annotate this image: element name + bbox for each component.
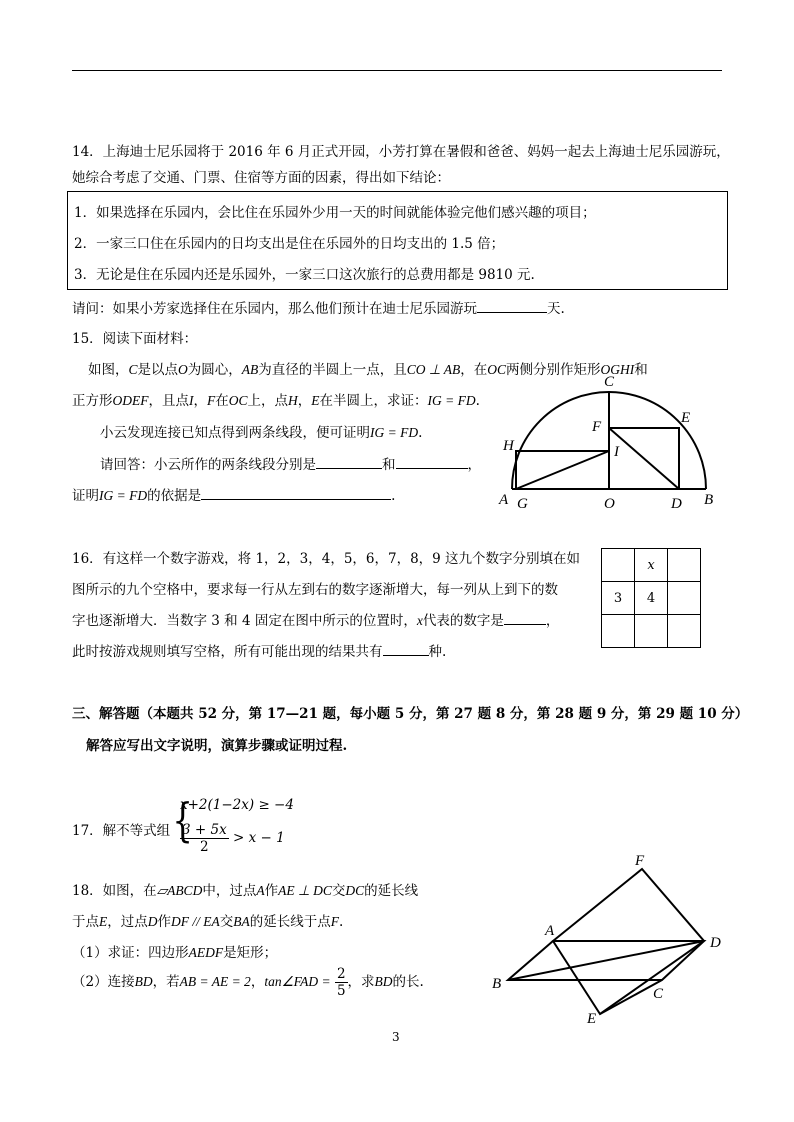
grid-cell — [668, 582, 701, 615]
q17-inequality-1: x+2(1−2x) ≥ −4 — [180, 797, 294, 813]
q14-question — [72, 297, 565, 317]
q16-blank-1[interactable] — [504, 610, 546, 625]
q15-title: 15．阅读下面材料： — [72, 331, 198, 347]
header-rule — [72, 70, 722, 71]
fig18-label-F: F — [635, 853, 645, 869]
q16-blank-2[interactable] — [383, 641, 429, 656]
grid-cell — [668, 615, 701, 648]
q14-conclusion-2: 2．一家三口住在乐园内的日均支出是住在乐园外的日均支出的 1.5 倍； — [74, 236, 505, 252]
q15-para3: 小云发现连接已知点得到两条线段，便可证明IG = FD. — [100, 425, 423, 441]
q15-para5: 证明IG = FD的依据是 . — [72, 484, 395, 504]
q15-blank-1[interactable] — [316, 454, 382, 469]
q15-para2: 正方形ODEF，且点I，F在OC上，点H，E在半圆上，求证：IG = FD. — [72, 393, 480, 409]
q14-conclusion-1: 1．如果选择在乐园内，会比住在乐园外少用一天的时间就能体验完他们感兴趣的项目； — [74, 205, 596, 221]
segment-GI — [516, 451, 609, 489]
grid-cell-x: x — [635, 549, 668, 582]
fig15-label-A: A — [499, 492, 509, 508]
q17-brace: { — [172, 793, 193, 847]
section3-subtitle: 解答应写出文字说明，演算步骤或证明过程. — [86, 738, 348, 754]
q16-line1: 16．有这样一个数字游戏，将 1，2，3，4，5，6，7，8，9 这九个数字分别填在如 — [72, 551, 581, 567]
page-number: 3 — [392, 1030, 400, 1044]
fig15-label-G: G — [517, 496, 528, 512]
grid-cell — [668, 549, 701, 582]
q15-blank-3[interactable] — [201, 485, 391, 500]
fig15-label-H: H — [503, 438, 514, 454]
q18-fraction: $\frac{2}{5}$ — [336, 966, 346, 999]
q14-line2: 她综合考虑了交通、门票、住宿等方面的因素，得出如下结论： — [72, 170, 450, 186]
grid-cell — [602, 615, 635, 648]
q18-part2: （2）连接BD，若AB = AE = 2，tan∠FAD = $\frac{2}{5}$ ，求BD的长. — [72, 966, 424, 999]
fig15-label-C: C — [604, 374, 615, 390]
q16-line2: 图所示的九个空格中，要求每一行从左到右的数字逐渐增大，每一列从上到下的数 — [72, 582, 558, 598]
fig15-label-E: E — [681, 410, 691, 426]
q16-line4: 此时按游戏规则填写空格，所有可能出现的结果共有 种. — [72, 640, 446, 660]
q17-label: 17．解不等式组 — [72, 823, 171, 839]
q14-question-text: 请问：如果小芳家选择住在乐园内，那么他们预计在迪士尼乐园游玩 — [72, 301, 477, 317]
segment-FD — [609, 428, 679, 489]
q14-answer-blank[interactable] — [477, 298, 547, 313]
fig15-label-B: B — [704, 492, 714, 508]
fig18-label-C: C — [653, 986, 664, 1002]
fig15-label-I: I — [614, 444, 619, 460]
fig15-label-F: F — [592, 419, 602, 435]
q14-question-end: 天. — [547, 301, 565, 317]
q17-fraction: $\frac{3 + 5x}{2}$ — [182, 822, 227, 855]
fig15-label-O: O — [604, 496, 615, 512]
q18-line1: 18．如图，在▱ABCD中，过点A作AE ⊥ DC交DC的延长线 — [72, 883, 419, 899]
grid-cell-3: 3 — [602, 582, 635, 615]
fig18-label-D: D — [710, 935, 721, 951]
grid-cell-4: 4 — [635, 582, 668, 615]
section3-title: 三、解答题（本题共 52 分，第 17—21 题，每小题 5 分，第 27 题 8 分，第 28 题 9 分，第 29 题 10 分） — [72, 706, 749, 722]
fig18-label-A: A — [545, 923, 555, 939]
fig18-label-E: E — [587, 1011, 597, 1027]
q18-line2: 于点E，过点D作DF // EA交BA的延长线于点F. — [72, 914, 344, 930]
q15-blank-2[interactable] — [396, 454, 468, 469]
q15-figure — [495, 370, 725, 515]
q14-conclusion-3: 3．无论是住在乐园内还是乐园外，一家三口这次旅行的总费用都是 9810 元. — [74, 267, 535, 283]
q16-number-grid — [601, 548, 701, 648]
q15-para4: 请回答：小云所作的两条线段分别是 和 ， — [100, 453, 481, 473]
q16-line3: 字也逐渐增大．当数字 3 和 4 固定在图中所示的位置时，x代表的数字是 ， — [72, 609, 559, 629]
grid-cell — [635, 615, 668, 648]
fig15-label-D: D — [671, 496, 682, 512]
q18-part1: （1）求证：四边形AEDF是矩形； — [72, 945, 278, 961]
grid-cell — [602, 549, 635, 582]
q15-para1: 如图，C是以点O为圆心，AB为直径的半圆上一点，且CO ⊥ AB，在OC两侧分别作矩形OGHI和 — [88, 362, 648, 378]
q14-line1: 14．上海迪士尼乐园将于 2016 年 6 月正式开园，小芳打算在暑假和爸爸、妈妈一起去上海迪士尼乐园游玩， — [72, 144, 730, 160]
q17-inequality-2: $\frac{3 + 5x}{2}$ > x − 1 — [182, 822, 285, 855]
q18-figure — [488, 852, 728, 1027]
fig18-label-B: B — [492, 976, 502, 992]
